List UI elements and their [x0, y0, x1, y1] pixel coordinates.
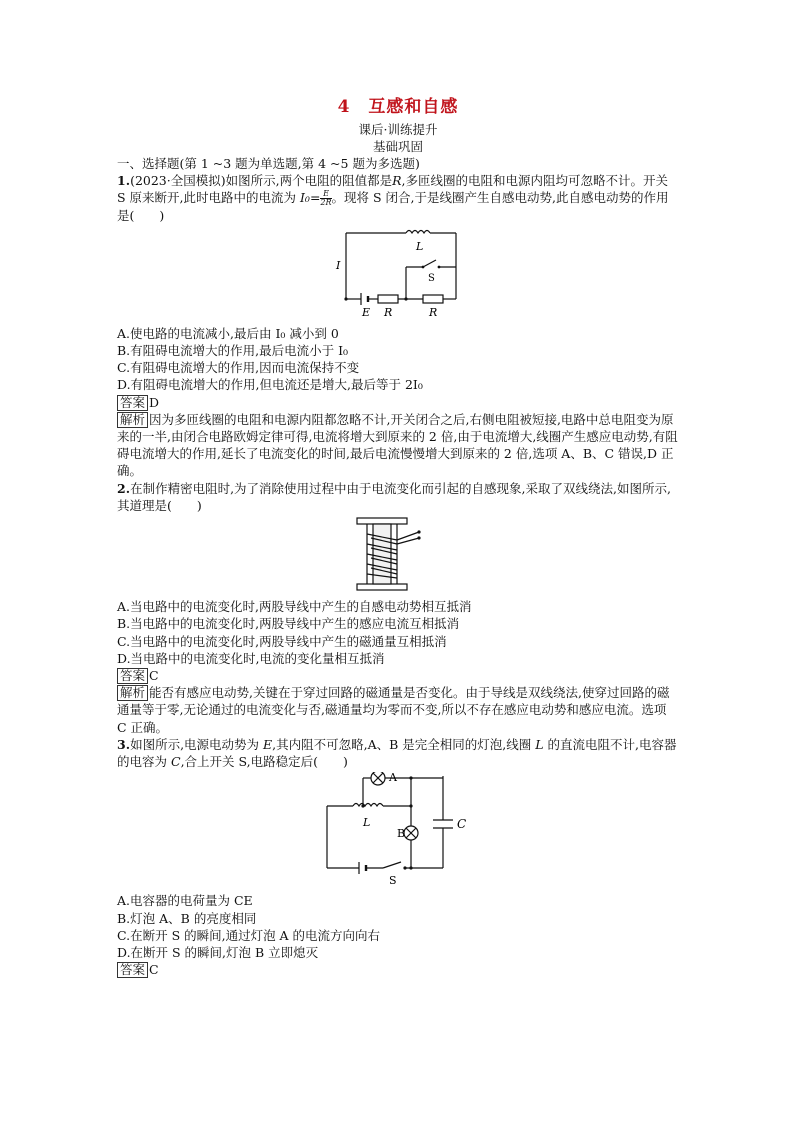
- fraction: $\frac{E}{2R}$: [320, 189, 332, 208]
- switch-blade: [383, 862, 401, 868]
- section-heading: 一、选择题(第 1 ~3 题为单选题,第 4 ~5 题为多选题): [117, 156, 420, 171]
- option-c: C.在断开 S 的瞬间,通过灯泡 A 的电流方向向右: [117, 927, 381, 943]
- option-c: C.当电路中的电流变化时,两股导线中产生的磁通量互相抵消: [117, 633, 447, 649]
- label-E: E: [362, 305, 371, 319]
- bottom-plate: [357, 584, 407, 590]
- option-b: B.有阻碍电流增大的作用,最后电流小于 I₀: [117, 343, 349, 359]
- analysis-2: 解析 能否有感应电动势,关键在于穿过回路的磁通量是否变化。由于导线是双线绕法,使穿过回路的磁通量等于零,无论通过的电流变化与否,磁通量均为零而不变,所以不存在感应电动势和感应电流。选项 C 正确。: [117, 685, 670, 735]
- option-a: A.当电路中的电流变化时,两股导线中产生的自感电动势相互抵消: [117, 599, 472, 615]
- answer-tag: 答案: [117, 962, 148, 978]
- answer-3: 答案 C: [117, 961, 679, 978]
- circuit-diagram-3: [323, 772, 473, 886]
- label-R2: R: [429, 305, 438, 319]
- option-b: B.灯泡 A、B 的亮度相同: [117, 910, 257, 926]
- option-d: D.当电路中的电流变化时,电流的变化量相互抵消: [117, 650, 385, 666]
- inductor-coil: [406, 230, 430, 233]
- resistor-2: [423, 295, 443, 303]
- question-3-stem: 3.如图所示,电源电动势为 E,其内阻不可忽略,A、B 是完全相同的灯泡,线圈 L 的直流电阻不计,电容器的电容为 C,合上开关 S,电路稳定后( ): [117, 736, 677, 770]
- circuit-figure-3: [117, 772, 679, 890]
- option-a: A.使电路的电流减小,最后由 I₀ 减小到 0: [117, 325, 339, 341]
- inductor-coil: [353, 804, 383, 807]
- question-1-stem: 1.(2023·全国模拟)如图所示,两个电阻的阻值都是R,多匝线圈的电阻和电源内阻均可忽略不计。开关 S 原来断开,此时电路中的电流为 I₀= $\frac{E}{2R}$ 。现将 S 闭合,于是线圈产生自感电动势,此自感电动势的作用是( ): [117, 173, 669, 224]
- answer-tag: 答案: [117, 395, 148, 411]
- page-subtitle: 课后·训练提升: [358, 122, 438, 137]
- question-number: 1.: [117, 173, 131, 189]
- label-A: A: [389, 772, 397, 785]
- label-S: S: [389, 874, 397, 887]
- option-d: D.在断开 S 的瞬间,灯泡 B 立即熄灭: [117, 945, 319, 961]
- option-a: A.电容器的电荷量为 CE: [117, 893, 253, 909]
- question-number: 2.: [117, 480, 131, 496]
- label-S: S: [428, 272, 435, 284]
- option-c: C.有阻碍电流增大的作用,因而电流保持不变: [117, 360, 360, 376]
- label-R1: R: [384, 305, 393, 319]
- analysis-tag: 解析: [117, 685, 148, 701]
- label-I: I: [336, 258, 341, 272]
- section-subtitle: 基础巩固: [372, 139, 423, 154]
- top-plate: [357, 518, 407, 524]
- label-B: B: [397, 827, 406, 841]
- analysis-1: 解析 因为多匝线圈的电阻和电源内阻都忽略不计,开关闭合之后,右侧电阻被短接,电路中总电阻变为原来的一半,由闭合电路欧姆定律可得,电流将增大到原来的 2 倍,由于电流增大,线圈产生感应电动势,有阻碍电流增大的作用,延长了电流变化的时间,最后电流慢慢增大到原来的 2 倍,选项 A、B、C 错误,D 正确。: [117, 411, 678, 479]
- coil-figure-2: [117, 516, 679, 596]
- bifilar-coil-diagram: [353, 516, 443, 592]
- answer-tag: 答案: [117, 668, 148, 684]
- label-L: L: [363, 816, 371, 830]
- question-2-stem: 2.在制作精密电阻时,为了消除使用过程中由于电流变化而引起的自感现象,采取了双线绕法,如图所示,其道理是( ): [117, 480, 671, 513]
- resistor-1: [378, 295, 398, 303]
- answer-2: 答案 C: [117, 667, 679, 684]
- document-page: [117, 96, 679, 979]
- label-L: L: [416, 239, 424, 253]
- question-number: 3.: [117, 736, 131, 752]
- option-b: B.当电路中的电流变化时,两股导线中产生的感应电流互相抵消: [117, 616, 460, 632]
- circuit-diagram-1: [328, 227, 468, 319]
- answer-1: 答案 D: [117, 394, 679, 411]
- page-title: 4 互感和自感: [337, 97, 459, 117]
- analysis-tag: 解析: [117, 412, 148, 428]
- label-C: C: [457, 817, 467, 832]
- circuit-figure-1: [117, 227, 679, 323]
- option-d: D.有阻碍电流增大的作用,但电流还是增大,最后等于 2I₀: [117, 377, 423, 393]
- switch-blade: [423, 260, 436, 267]
